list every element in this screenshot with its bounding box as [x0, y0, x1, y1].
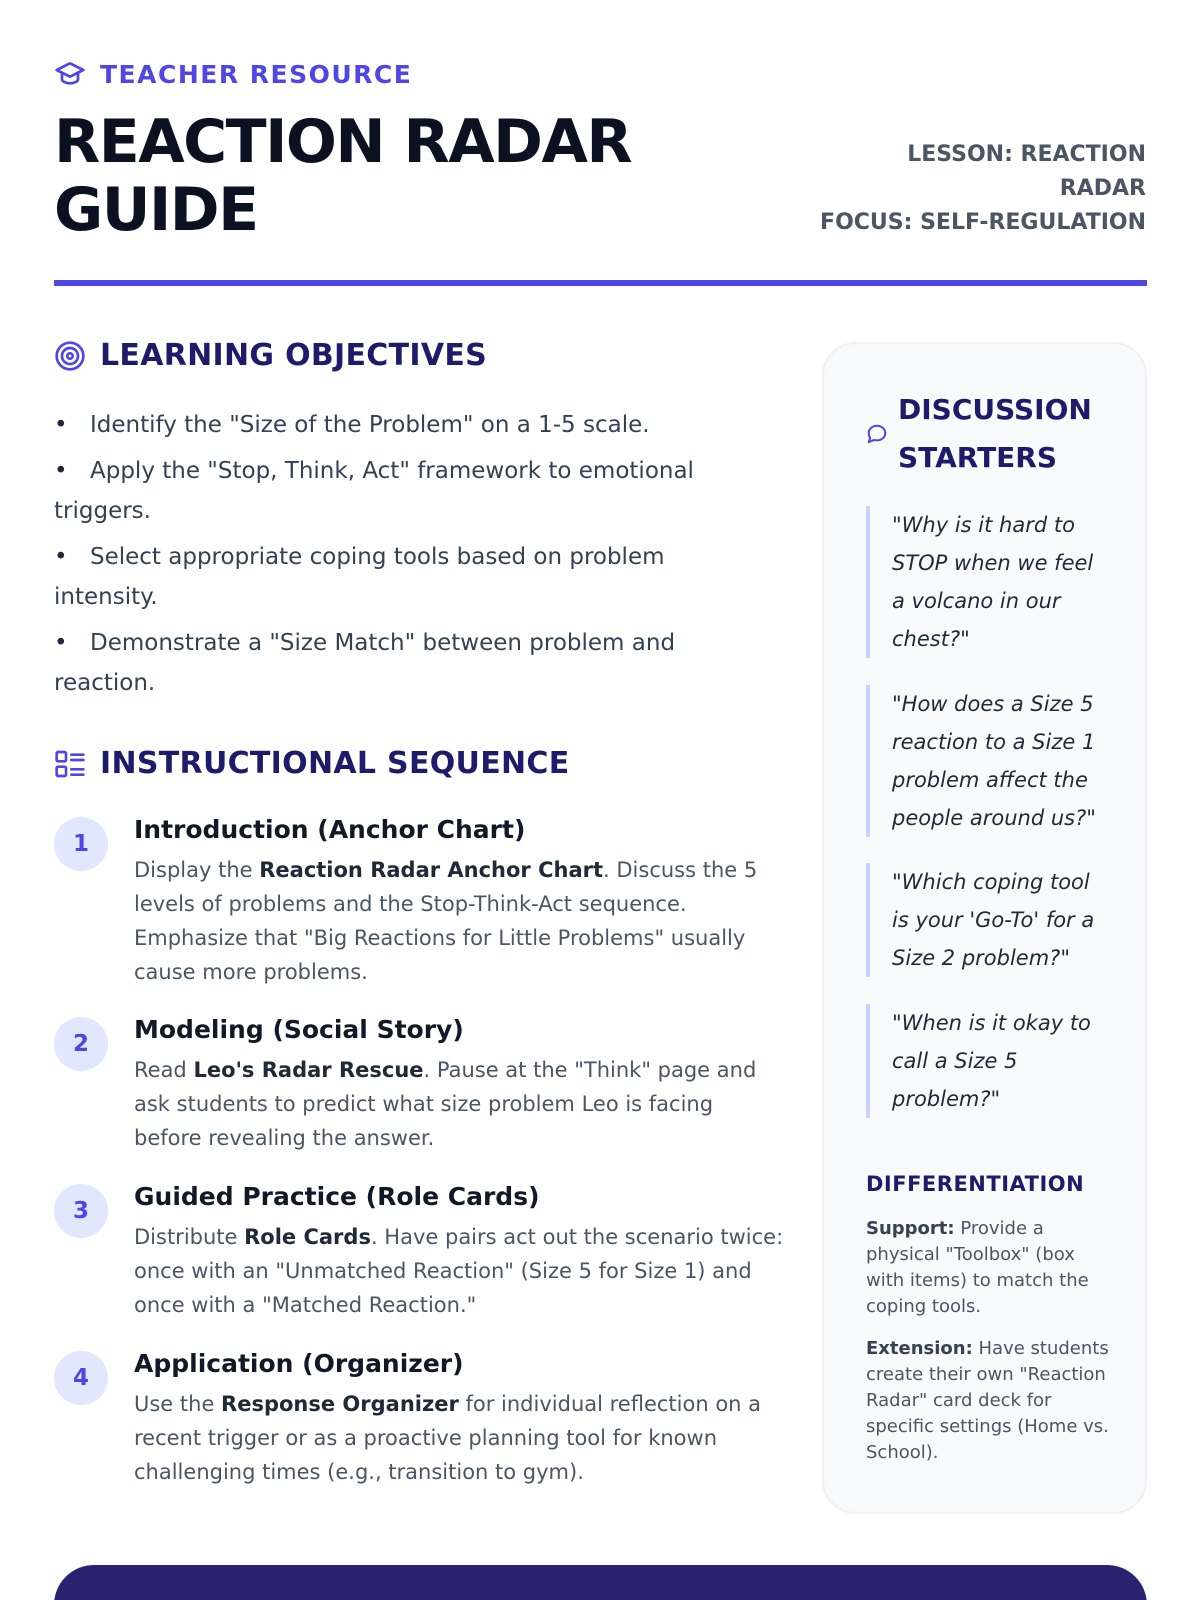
- step-material: Reaction Radar Anchor Chart: [259, 858, 604, 882]
- step-number: 1: [54, 817, 108, 871]
- discussion-quote: "How does a Size 5 reaction to a Size 1 problem affect the people around us?": [866, 685, 1106, 837]
- step-material: Leo's Radar Rescue: [193, 1058, 424, 1082]
- step-title: Introduction (Anchor Chart): [134, 815, 526, 844]
- step-material: Response Organizer: [221, 1392, 459, 1416]
- discussion-sidebar: [822, 342, 1147, 1514]
- extension-text: Have students create their own "Reaction Radar" card deck for specific settings (Home vs. School).: [866, 1338, 1109, 1463]
- step-number: 2: [54, 1017, 108, 1071]
- footer-band: [54, 1565, 1147, 1600]
- step-number: 3: [54, 1184, 108, 1238]
- page-title: [54, 108, 774, 244]
- discussion-quote: "When is it okay to call a Size 5 problem?": [866, 1004, 1106, 1118]
- objectives-list: [54, 405, 774, 709]
- step-text: Read: [134, 1058, 194, 1082]
- discussion-heading-text: DISCUSSION STARTERS: [898, 393, 1092, 474]
- step-title: Application (Organizer): [134, 1349, 464, 1378]
- discussion-heading: [866, 386, 1128, 482]
- sequence-heading: [54, 746, 570, 781]
- eyebrow-label: TEACHER RESOURCE: [100, 59, 413, 89]
- step-title: Modeling (Social Story): [134, 1015, 464, 1044]
- discussion-quote: "Why is it hard to STOP when we feel a volcano in our chest?": [866, 506, 1106, 658]
- step-material: Role Cards: [244, 1225, 371, 1249]
- target-icon: [54, 340, 86, 372]
- title-line-1: REACTION RADAR: [54, 107, 632, 177]
- list-item: • Demonstrate a "Size Match" between problem and reaction.: [54, 623, 774, 703]
- step-text: . Pause at the "Think" page and ask students to predict what size problem Leo is facing before revealing the answer.: [134, 1058, 757, 1150]
- step-description: [134, 853, 784, 989]
- eyebrow: [54, 58, 412, 90]
- step-text: for individual reflection on a recent trigger or as a proactive planning tool for known challenging times (e.g., transition to gym).: [134, 1392, 762, 1484]
- differentiation-heading: DIFFERENTIATION: [866, 1172, 1085, 1196]
- step-description: [134, 1053, 784, 1155]
- step-text: Distribute: [134, 1225, 245, 1249]
- focus-label: FOCUS: SELF-REGULATION: [820, 210, 1146, 235]
- speech-bubble-icon: [866, 423, 888, 445]
- step-text: . Discuss the 5 levels of problems and the Stop-Think-Act sequence. Emphasize that "Big Reactions for Little Problems" usually cause more problems.: [134, 858, 758, 984]
- title-line-2: GUIDE: [54, 175, 258, 245]
- extension-note: [866, 1336, 1116, 1466]
- step-description: [134, 1220, 784, 1322]
- support-label: Support:: [866, 1218, 955, 1239]
- support-note: [866, 1216, 1116, 1320]
- objectives-heading-text: LEARNING OBJECTIVES: [100, 338, 488, 373]
- list-item: • Identify the "Size of the Problem" on a 1-5 scale.: [54, 405, 774, 445]
- graduation-cap-icon: [54, 58, 86, 90]
- list-layout-icon: [54, 748, 86, 780]
- support-text: Provide a physical "Toolbox" (box with items) to match the coping tools.: [866, 1218, 1089, 1317]
- step-text: Use the: [134, 1392, 222, 1416]
- list-item: • Apply the "Stop, Think, Act" framework to emotional triggers.: [54, 451, 774, 531]
- extension-label: Extension:: [866, 1338, 973, 1359]
- list-item: • Select appropriate coping tools based on problem intensity.: [54, 537, 774, 617]
- step-number: 4: [54, 1351, 108, 1405]
- sequence-heading-text: INSTRUCTIONAL SEQUENCE: [100, 746, 570, 781]
- lesson-label: LESSON: REACTION RADAR: [907, 142, 1146, 201]
- step-title: Guided Practice (Role Cards): [134, 1182, 540, 1211]
- lesson-meta: [816, 138, 1146, 240]
- step-text: Display the: [134, 858, 260, 882]
- step-description: [134, 1387, 784, 1489]
- header-divider: [54, 280, 1147, 286]
- discussion-quote: "Which coping tool is your 'Go-To' for a Size 2 problem?": [866, 863, 1106, 977]
- step-text: . Have pairs act out the scenario twice: once with an "Unmatched Reaction" (Size 5 for Size 1) and once with a "Matched Reaction.": [134, 1225, 784, 1317]
- objectives-heading: [54, 338, 487, 373]
